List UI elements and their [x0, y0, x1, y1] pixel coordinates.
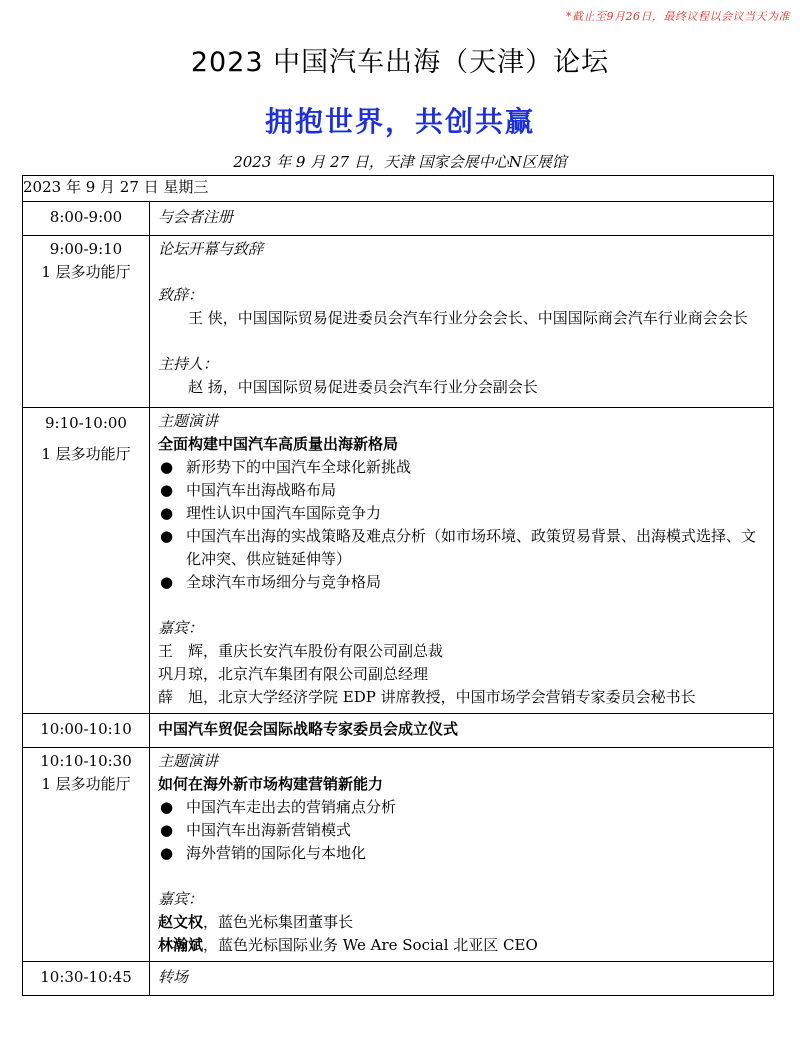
bullet-icon: ● [160, 527, 174, 545]
list-item: ● 海外营销的国际化与本地化 [158, 842, 765, 865]
table-row [23, 236, 774, 408]
session-content [150, 962, 774, 996]
bullet-icon: ● [160, 504, 174, 522]
guest-entry: 巩月琼，北京汽车集团有限公司副总经理 [158, 665, 429, 683]
day-header: 2023 年 9 月 27 日 星期三 [23, 176, 774, 202]
agenda-table [22, 175, 774, 996]
host-label: 主持人： [158, 355, 219, 373]
list-item: ● 中国汽车走出去的营销痛点分析 [158, 796, 765, 819]
forum-slogan: 拥抱世界，共创共赢 [264, 105, 535, 138]
guest-entry: 王 辉，重庆长安汽车股份有限公司副总裁 [158, 642, 444, 660]
session-title: 论坛开幕与致辞 [158, 240, 264, 258]
list-item: ● 理性认识中国汽车国际竞争力 [158, 502, 765, 525]
bullet-icon: ● [160, 573, 174, 591]
session-time: 10:30-10:45 [23, 962, 150, 996]
session-room: 1 层多功能厅 [41, 775, 131, 793]
session-title: 中国汽车贸促会国际战略专家委员会成立仪式 [158, 720, 459, 738]
bullet-icon: ● [160, 458, 174, 476]
session-content [150, 202, 774, 236]
list-item: ● 中国汽车出海战略布局 [158, 479, 765, 502]
session-room: 1 层多功能厅 [41, 445, 131, 463]
session-content [150, 748, 774, 962]
session-type: 主题演讲 [158, 412, 219, 430]
date-venue: 2023 年 9 月 27 日，天津 国家会展中心N区展馆 [233, 153, 567, 171]
table-row [23, 962, 774, 996]
day-header-row [23, 176, 774, 202]
list-item: ● 新形势下的中国汽车全球化新挑战 [158, 456, 765, 479]
list-item: ● 中国汽车出海新营销模式 [158, 819, 765, 842]
list-item: ● 中国汽车出海的实战策略及难点分析（如市场环境、政策贸易背景、出海模式选择、文化冲突、供应链延伸等） [158, 525, 765, 571]
session-time: 10:10-10:30 1 层多功能厅 [23, 748, 150, 962]
session-title: 转场 [158, 968, 189, 986]
table-row [23, 202, 774, 236]
guest-entry: 林瀚斌，蓝色光标国际业务 We Are Social 北亚区 CEO [158, 936, 538, 954]
speech-text: 王 侠，中国国际贸易促进委员会汽车行业分会会长、中国国际商会汽车行业商会会长 [188, 309, 748, 327]
host-text: 赵 扬，中国国际贸易促进委员会汽车行业分会副会长 [188, 378, 538, 396]
table-row [23, 748, 774, 962]
session-content [150, 408, 774, 714]
session-room: 1 层多功能厅 [41, 263, 131, 281]
bullet-icon: ● [160, 798, 174, 816]
table-row [23, 408, 774, 714]
agenda-disclaimer: *截止至9月26日，最终议程以会议当天为准 [566, 10, 790, 23]
speech-label: 致辞： [158, 286, 204, 304]
guest-entry: 薛 旭，北京大学经济学院 EDP 讲席教授，中国市场学会营销专家委员会秘书长 [158, 688, 696, 706]
bullet-icon: ● [160, 844, 174, 862]
session-type: 主题演讲 [158, 752, 219, 770]
page-title: 2023 中国汽车出海（天津）论坛 [190, 47, 610, 78]
session-time: 10:00-10:10 [23, 714, 150, 748]
session-content [150, 714, 774, 748]
session-time: 9:10-10:00 1 层多功能厅 [23, 408, 150, 714]
bullet-icon: ● [160, 481, 174, 499]
table-row [23, 714, 774, 748]
list-item: ● 全球汽车市场细分与竞争格局 [158, 571, 765, 594]
guests-label: 嘉宾： [158, 890, 204, 908]
bullet-icon: ● [160, 821, 174, 839]
session-time: 9:00-9:10 1 层多功能厅 [23, 236, 150, 408]
guests-label: 嘉宾： [158, 619, 204, 637]
session-content [150, 236, 774, 408]
guest-entry: 赵文权，蓝色光标集团董事长 [158, 913, 354, 931]
session-title: 如何在海外新市场构建营销新能力 [158, 775, 384, 793]
session-title: 全面构建中国汽车高质量出海新格局 [158, 435, 399, 453]
session-time: 8:00-9:00 [23, 202, 150, 236]
session-title: 与会者注册 [158, 208, 234, 226]
